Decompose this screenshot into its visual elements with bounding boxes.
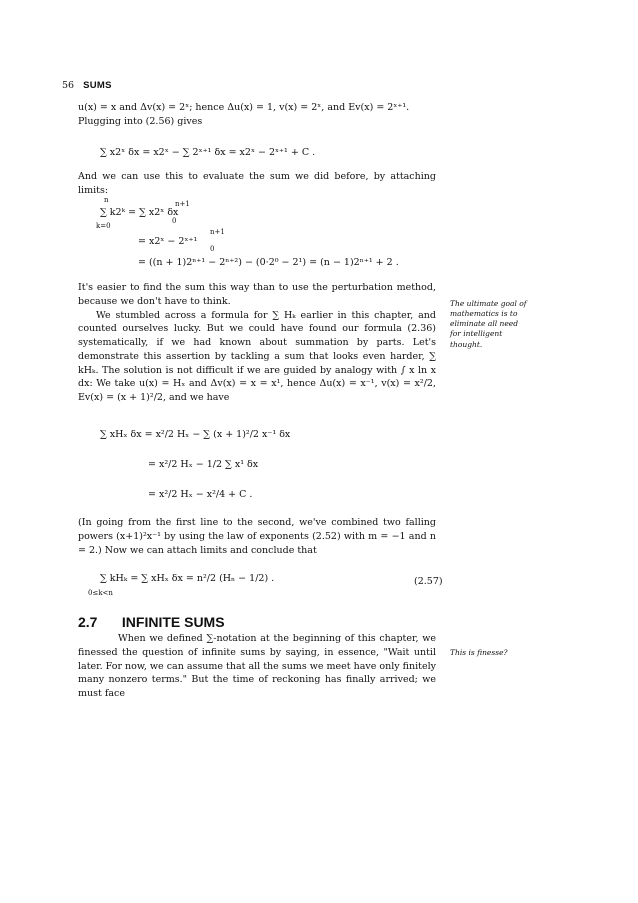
equation-2-line-1: ∑ k2ᵏ = ∑ x2ˣ δx <box>100 207 179 218</box>
paragraph-line: Plugging into (2.56) gives <box>78 115 203 127</box>
integral-upper-limit: n+1 <box>175 200 190 208</box>
equation-4-body: ∑ kHₖ = ∑ xHₓ δx = n²/2 (Hₙ − 1/2) . <box>100 573 275 584</box>
section-heading <box>78 612 225 632</box>
equation-3-line-2: = x²/2 Hₓ − 1/2 ∑ x¹ δx <box>148 459 259 470</box>
bracket-upper-limit: n+1 <box>210 228 225 236</box>
paragraph-text: It's easier to find the sum this way than to use the perturbation method, because we don't have to think. <box>78 282 436 307</box>
margin-note: The ultimate goal of mathematics is to eliminate all need for intelligent thought. <box>450 299 527 349</box>
sum-upper-limit: n <box>104 196 109 204</box>
paragraph-4: (In going from the first line to the second, we've combined two falling powers (x+1)²x⁻¹ by using the law of exponents (2.52) with m = −1 and n = 2.) Now we can attach limits and conclude that <box>78 517 436 556</box>
margin-note: This is finesse? <box>450 648 508 657</box>
integral-lower-limit: 0 <box>172 217 177 225</box>
paragraph-line: u(x) = x and Δv(x) = 2ˣ; hence Δu(x) = 1, v(x) = 2ˣ, and Ev(x) = 2ˣ⁺¹. <box>78 102 410 113</box>
equation-number: (2.57) <box>414 576 443 587</box>
paragraph-5: When we defined ∑-notation at the beginning of this chapter, we finessed the question of infinite sums by saying, in essence, "Wait until later. For now, we can assume that all the sums we meet have only finitely many nonzero terms." But the time of reckoning has finally arrived; we must face <box>78 633 436 700</box>
paragraph-2: And we can use this to evaluate the sum we did before, by attaching limits: <box>78 171 436 196</box>
equation-3-line-3: = x²/2 Hₓ − x²/4 + C . <box>148 489 253 500</box>
equation-3-line-1: ∑ xHₓ δx = x²/2 Hₓ − ∑ (x + 1)²/2 x⁻¹ δx <box>100 429 291 440</box>
paragraph-1 <box>78 101 436 129</box>
bracket-lower-limit: 0 <box>210 245 215 253</box>
paragraph-text: We stumbled across a formula for ∑ Hₖ earlier in this chapter, and counted ourselves lucky. But we could have found our formula (2.36) systematically, if we had known about summation by parts. Let's demonstrate this assertion by tackling a sum that looks even harder, ∑ kHₖ. The solution is not difficult if we are guided by analogy with ∫ x ln x dx: We take u(x) = Hₓ and Δv(x) = x = x¹, hence Δu(x) = x⁻¹, v(x) = x²/2, Ev(x) = (x + 1)²/2, and we have <box>78 309 436 404</box>
running-head <box>62 79 112 93</box>
equation-1: ∑ x2ˣ δx = x2ˣ − ∑ 2ˣ⁺¹ δx = x2ˣ − 2ˣ⁺¹ + C . <box>100 147 316 158</box>
section-number: 2.7 <box>78 614 98 630</box>
sum-lower-limit: k=0 <box>96 222 111 230</box>
section-title: INFINITE SUMS <box>121 614 225 630</box>
page-number: 56 <box>62 80 75 91</box>
sum-lower-limit: 0≤k<n <box>88 589 113 597</box>
equation-2-line-2: = x2ˣ − 2ˣ⁺¹ <box>138 236 198 247</box>
paragraph-3 <box>78 281 436 405</box>
chapter-title: SUMS <box>83 80 112 91</box>
equation-2-line-3: = ((n + 1)2ⁿ⁺¹ − 2ⁿ⁺²) − (0·2⁰ − 2¹) = (n − 1)2ⁿ⁺¹ + 2 . <box>138 257 399 268</box>
